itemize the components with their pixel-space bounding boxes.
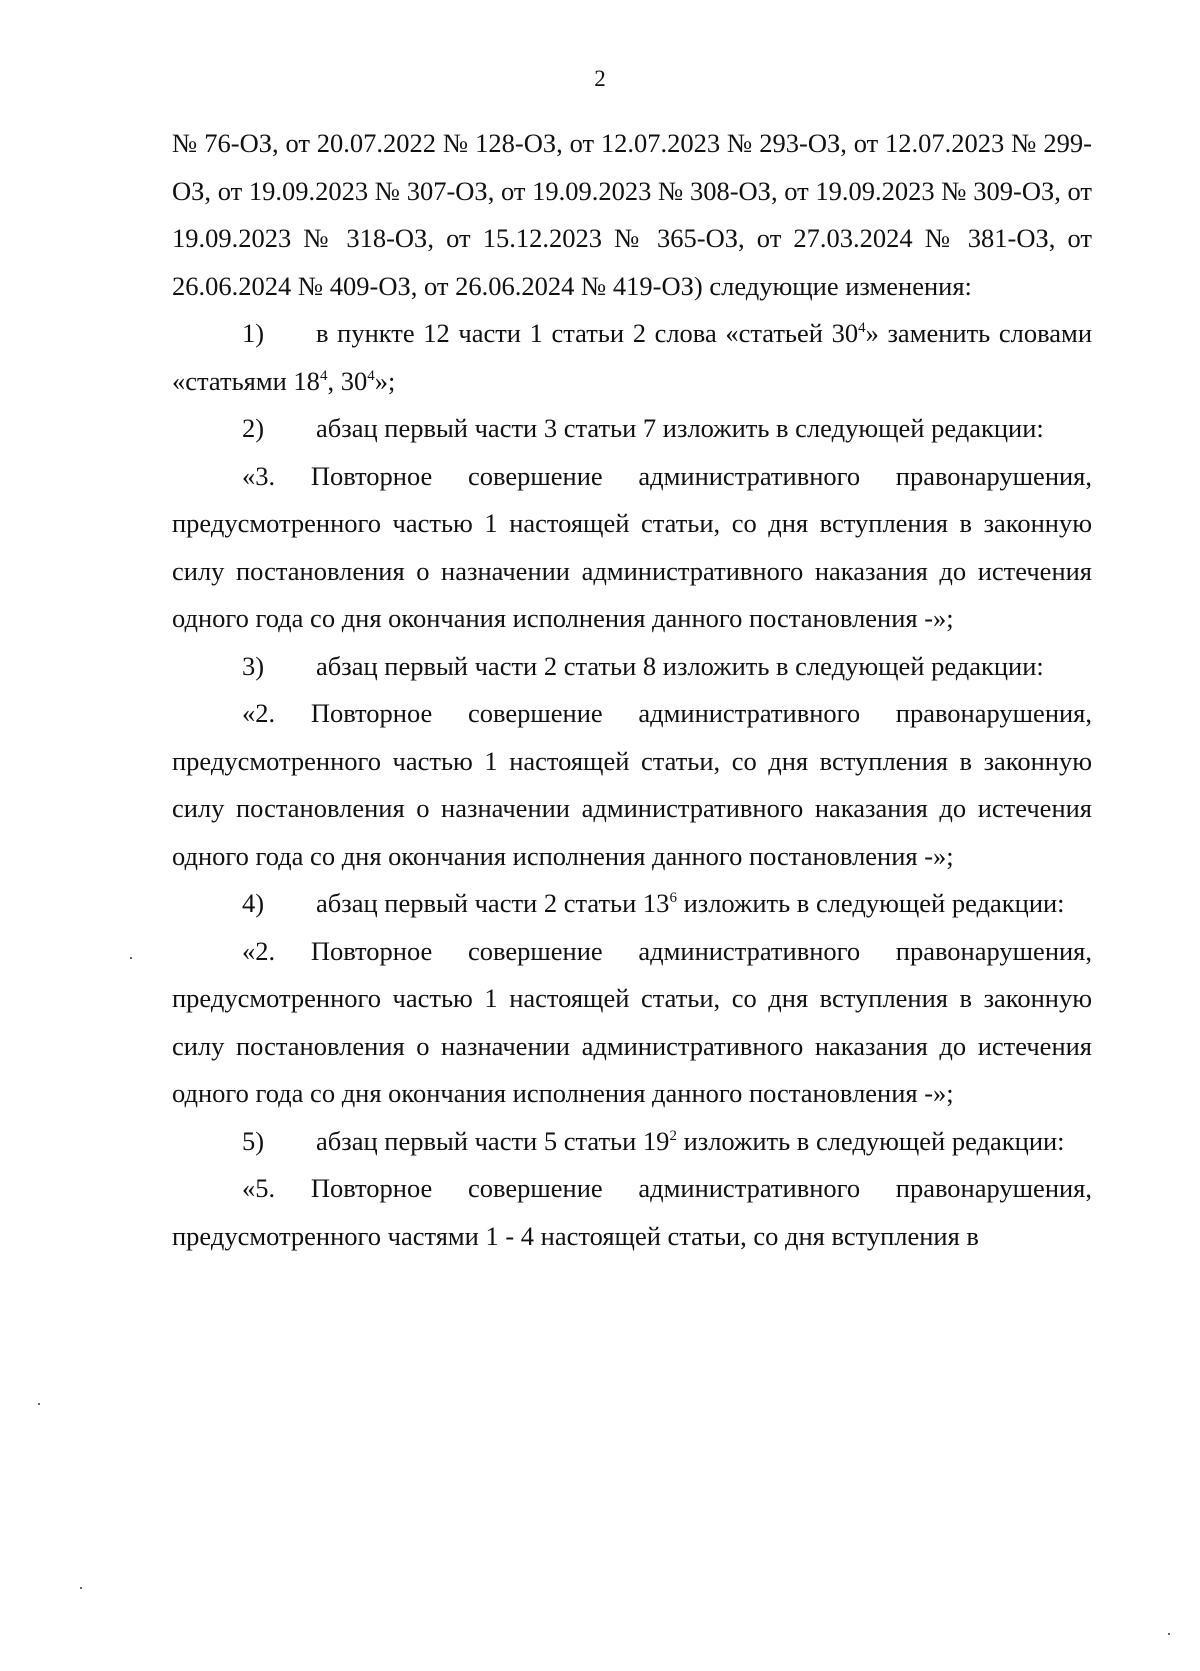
scan-speck (1168, 1633, 1170, 1635)
item-4-superscript: 6 (669, 890, 677, 907)
item-3-quote: «2. Повторное совершение административного правонарушения, предусмотренного частью 1 настоящей статьи, со дня вступления в законную силу постановления о назначении административного наказания до истечения одного года со дня окончания исполнения данного постановления -»; (172, 698, 1092, 871)
item-3-number: 3) (242, 650, 265, 681)
intro-paragraph: № 76-ОЗ, от 20.07.2022 № 128-ОЗ, от 12.07.2023 № 293-ОЗ, от 12.07.2023 № 299-ОЗ, от 19.09.2023 № 307-ОЗ, от 19.09.2023 № 308-ОЗ, от 19.09.2023 № 309-ОЗ, от 19.09.2023 № 318-ОЗ, от 15.12.2023 № 365-ОЗ, от 27.03.2024 № 381-ОЗ, от 26.06.2024 № 409-ОЗ, от 26.06.2024 № 419-ОЗ) следующие изменения: (172, 128, 1092, 301)
item-1-text-part-1: в пункте 12 части 1 статьи 2 слова «статьей 30 (316, 318, 859, 348)
scan-speck (38, 1403, 40, 1405)
item-4-number: 4) (242, 888, 265, 918)
item-1-text-part-3: , 30 (327, 365, 368, 396)
scan-speck (130, 957, 132, 959)
item-1-superscript-3: 4 (367, 367, 375, 384)
item-3-paragraph (172, 643, 1092, 691)
page-number: 2 (594, 66, 606, 91)
item-4-quote: «2. Повторное совершение административного правонарушения, предусмотренного частью 1 настоящей статьи, со дня вступления в законную силу постановления о назначении административного наказания до истечения одного года со дня окончания исполнения данного постановления -»; (172, 935, 1092, 1108)
item-1-text-part-4: »; (374, 365, 396, 396)
item-1-text-part-2: » заменить словами «статьями 18 (172, 318, 1092, 396)
document-body (172, 120, 1092, 1260)
item-1-paragraph (172, 310, 1092, 405)
item-2-number: 2) (242, 413, 265, 443)
scan-speck (80, 1587, 82, 1589)
item-2-text: абзац первый части 3 статьи 7 изложить в следующей редакции: (316, 413, 1044, 443)
item-5-superscript: 2 (669, 1127, 677, 1144)
item-1-superscript-1: 4 (858, 320, 866, 337)
item-1-number: 1) (242, 318, 265, 348)
item-5-number: 5) (242, 1125, 265, 1156)
item-4-paragraph (172, 880, 1092, 928)
item-1-superscript-2: 4 (319, 367, 328, 384)
item-5-text-part-2: изложить в следующей редакции: (676, 1125, 1065, 1156)
item-5-paragraph (172, 1118, 1092, 1166)
item-2-paragraph (172, 405, 1092, 453)
item-4-text-part-1: абзац первый части 2 статьи 13 (316, 888, 670, 918)
item-3-text: абзац первый части 2 статьи 8 изложить в следующей редакции: (316, 650, 1044, 681)
item-5-text-part-1: абзац первый части 5 статьи 19 (316, 1125, 670, 1156)
item-4-text-part-2: изложить в следующей редакции: (676, 888, 1065, 918)
item-5-quote: «5. Повторное совершение административного правонарушения, предусмотренного частями 1 - 4 настоящей статьи, со дня вступления в (172, 1173, 1092, 1251)
item-2-quote: «3. Повторное совершение административного правонарушения, предусмотренного частью 1 настоящей статьи, со дня вступления в законную силу постановления о назначении административного наказания до истечения одного года со дня окончания исполнения данного постановления -»; (172, 460, 1092, 633)
